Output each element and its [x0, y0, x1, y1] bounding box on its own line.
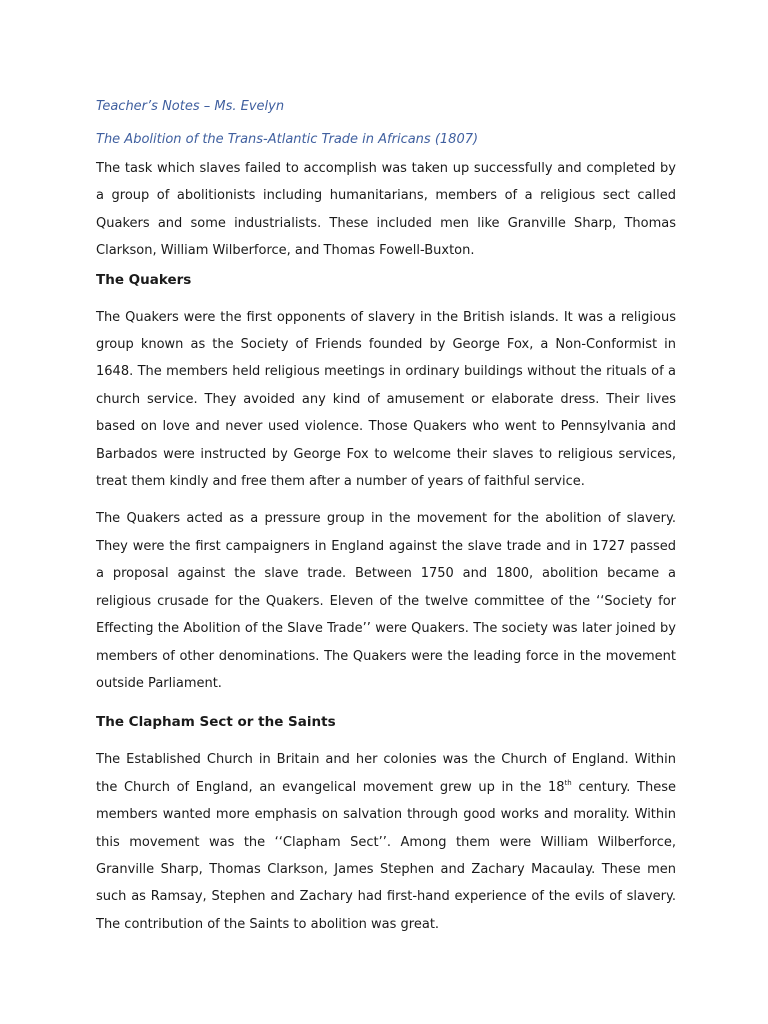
- clapham-paragraph-start: The Established Church in Britain and her colonies was the Church of England. Within the Church of England, an evangelical movement grew up in the 18: [96, 752, 676, 795]
- clapham-paragraph-end: century. These members wanted more emphasis on salvation through good works and morality. Within this movement was the ‘‘Clapham Sect’’. Among them were William Wilberforce, Granville Sharp, Thomas Clarkson, James Stephen and Zachary Macaulay. These men such as Ramsay, Stephen and Zachary had first-hand experience of the evils of slavery. The contribution of the Saints to abolition was great.: [96, 779, 676, 932]
- document-subtitle: The Abolition of the Trans-Atlantic Trade in Africans (1807): [96, 132, 479, 147]
- section-heading-quakers: The Quakers: [96, 271, 192, 288]
- clapham-paragraph: [96, 746, 676, 938]
- document-body: [96, 97, 676, 938]
- quakers-paragraph-2: The Quakers acted as a pressure group in the movement for the abolition of slavery. They were the first campaigners in England against the slave trade and in 1727 passed a proposal against the slave trade. Between 1750 and 1800, abolition became a religious crusade for the Quakers. Eleven of the twelve committee of the ‘‘Society for Effecting the Abolition of the Slave Trade’’ were Quakers. The society was later joined by members of other denominations. The Quakers were the leading force in the movement outside Parliament.: [96, 511, 676, 691]
- intro-paragraph: The task which slaves failed to accomplish was taken up successfully and completed by a group of abolitionists including humanitarians, members of a religious sect called Quakers and some industrialists. These included men like Granville Sharp, Thomas Clarkson, William Wilberforce, and Thomas Fowell-Buxton.: [96, 161, 676, 259]
- section-heading-clapham: The Clapham Sect or the Saints: [96, 714, 336, 731]
- quakers-paragraph-1: The Quakers were the first opponents of slavery in the British islands. It was a religious group known as the Society of Friends founded by George Fox, a Non-Conformist in 1648. The members held religious meetings in ordinary buildings without the rituals of a church service. They avoided any kind of amusement or elaborate dress. Their lives based on love and never used violence. Those Quakers who went to Pennsylvania and Barbados were instructed by George Fox to welcome their slaves to religious services, treat them kindly and free them after a number of years of faithful service.: [96, 309, 676, 490]
- ordinal-superscript: th: [564, 778, 572, 787]
- teacher-note: Teacher’s Notes – Ms. Evelyn: [96, 99, 285, 114]
